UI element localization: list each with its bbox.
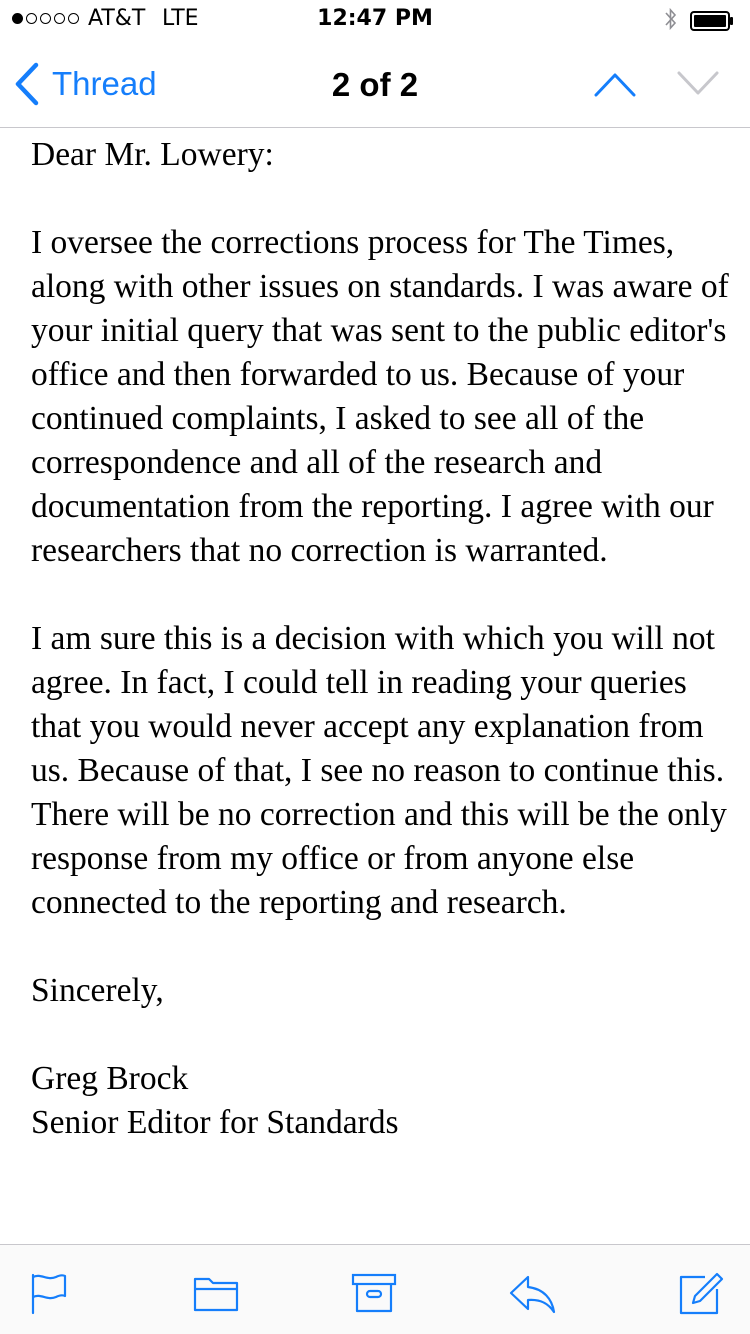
network-type: LTE	[162, 6, 199, 31]
message-paragraph: I am sure this is a decision with which you will not agree. In fact, I could tell in reading your queries that you would never accept any explanation from us. Because of that, I see no reason to continue this. There will be no correction and this will be the only response from my office or from anyone else connected to the reporting and research.	[31, 620, 727, 921]
reply-icon	[508, 1269, 556, 1317]
message-body	[31, 133, 731, 1145]
signature-name: Greg Brock	[31, 1060, 189, 1097]
archive-icon	[350, 1269, 398, 1317]
back-button-label: Thread	[52, 65, 157, 102]
message-closing: Sincerely,	[31, 972, 164, 1009]
compose-icon	[677, 1269, 725, 1317]
status-time: 12:47 PM	[317, 6, 433, 31]
navigation-bar	[0, 40, 750, 128]
battery-icon	[690, 11, 734, 31]
carrier-name: AT&T	[88, 6, 146, 31]
folder-icon	[192, 1269, 240, 1317]
move-to-folder-button[interactable]	[192, 1269, 240, 1317]
message-paragraph: I oversee the corrections process for The Times, along with other issues on standards. I was aware of your initial query that was sent to the public editor's office and then forwarded to us. Because of your continued complaints, I asked to see all of the correspondence and all of the research and documentation from the reporting. I agree with our researchers that no correction is warranted.	[31, 224, 729, 569]
nav-title: 2 of 2	[331, 66, 419, 103]
reply-button[interactable]	[508, 1269, 556, 1317]
bottom-toolbar	[0, 1244, 750, 1334]
previous-message-icon[interactable]	[593, 66, 637, 100]
bluetooth-icon	[664, 6, 678, 32]
message-greeting: Dear Mr. Lowery:	[31, 136, 274, 173]
signature-title: Senior Editor for Standards	[31, 1104, 399, 1141]
flag-icon	[26, 1269, 74, 1317]
flag-button[interactable]	[26, 1269, 74, 1317]
next-message-icon[interactable]	[676, 66, 720, 100]
compose-button[interactable]	[677, 1269, 725, 1317]
archive-button[interactable]	[350, 1269, 398, 1317]
status-bar	[0, 0, 750, 40]
